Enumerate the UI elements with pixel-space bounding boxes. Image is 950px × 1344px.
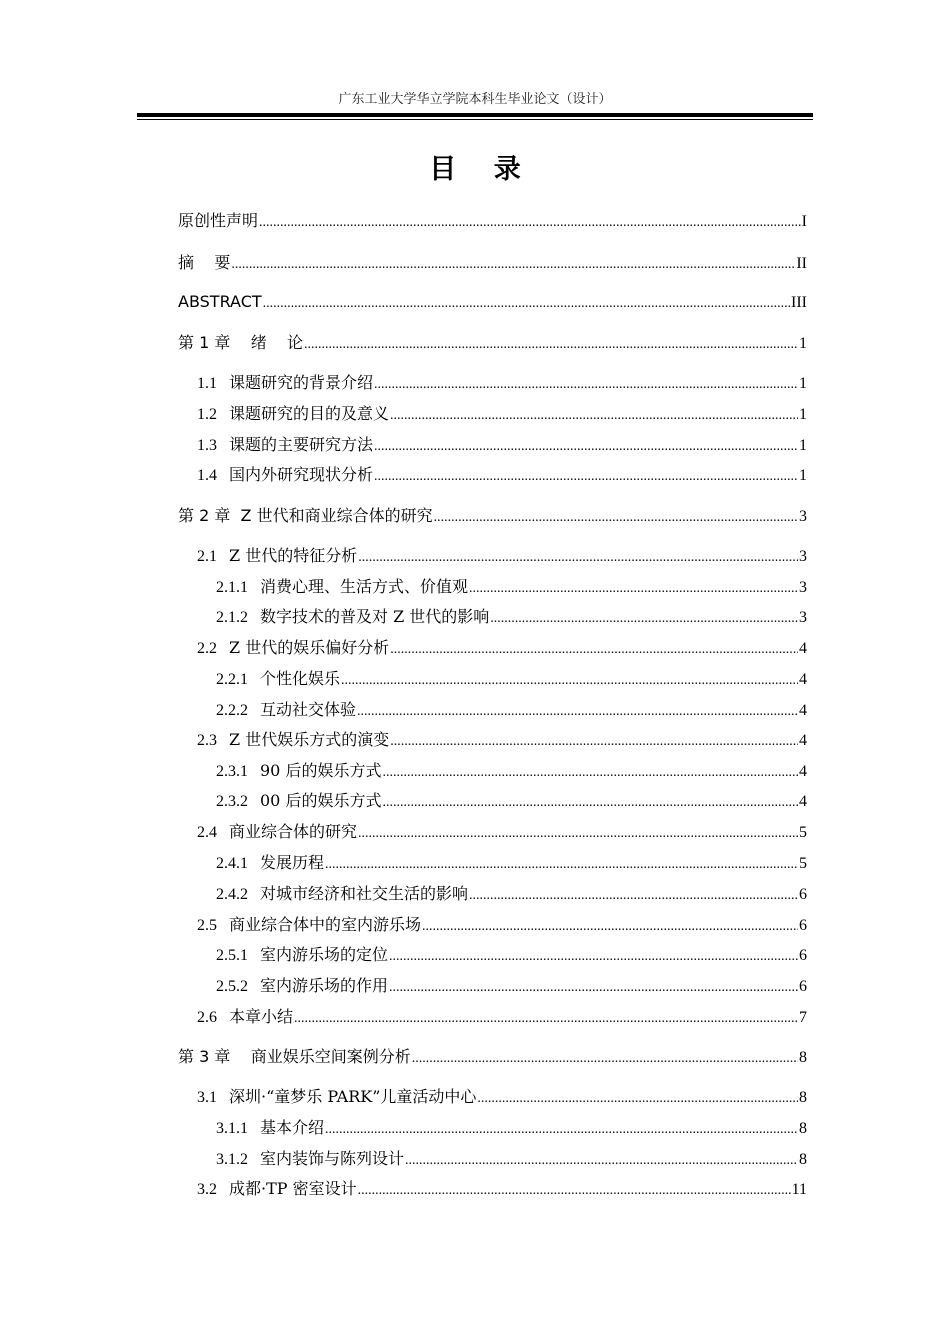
toc-entry-number: 2.3 (197, 732, 217, 749)
toc-entry-text: Z 世代娱乐方式的演变 (229, 730, 390, 749)
toc-entry-text: 摘 要 (178, 253, 231, 272)
toc-page-number: 11 (791, 1181, 807, 1198)
toc-entry-number: 2.1.2 (216, 609, 248, 626)
toc-leader-dots (390, 639, 798, 661)
toc-page-number: 4 (799, 702, 807, 719)
toc-entry-title (197, 464, 373, 487)
toc-entry-text: 数字技术的普及对 Z 世代的影响 (260, 607, 490, 626)
toc-entry-title (216, 576, 468, 599)
toc-entry-number: 1.3 (197, 437, 217, 454)
toc-page-number: 6 (799, 978, 807, 995)
toc-entry[interactable] (178, 1046, 807, 1068)
toc-leader-dots (325, 1119, 798, 1141)
toc-entry[interactable] (216, 606, 807, 628)
toc-entry-number: 3.2 (197, 1181, 217, 1198)
toc-entry-title (197, 821, 357, 844)
toc-entry[interactable] (197, 729, 807, 751)
toc-entry-number: 2.5.2 (216, 978, 248, 995)
toc-leader-dots (382, 762, 798, 784)
toc-leader-dots (434, 507, 798, 529)
toc-entry-number: 2.4.1 (216, 855, 248, 872)
toc-leader-dots (341, 670, 798, 692)
toc-entry-number: 2.4.2 (216, 886, 248, 903)
toc-entry-text: 90 后的娱乐方式 (260, 761, 382, 780)
toc-entry[interactable] (197, 545, 807, 567)
toc-entry-title (178, 210, 258, 232)
toc-page-number: 1 (799, 406, 807, 423)
toc-entry-number: 2.5.1 (216, 947, 248, 964)
toc-entry-text: 个性化娱乐 (260, 669, 341, 688)
toc-entry-number: 3.1.2 (216, 1151, 248, 1168)
toc-entry-text: 课题研究的背景介绍 (229, 373, 374, 392)
toc-leader-dots (389, 946, 798, 968)
toc-leader-dots (374, 466, 798, 488)
toc-entry-title (178, 291, 262, 313)
toc-entry-text: 第 2 章 Z 世代和商业综合体的研究 (178, 506, 433, 525)
toc-entry[interactable] (197, 914, 807, 936)
toc-entry-title (197, 403, 389, 426)
toc-entry-title (216, 944, 388, 967)
toc-entry-title (216, 790, 381, 813)
toc-entry-title (197, 1086, 476, 1109)
toc-entry-title (197, 914, 421, 937)
toc-leader-dots (294, 1008, 798, 1030)
toc-entry-text: 课题研究的目的及意义 (229, 404, 390, 423)
toc-entry-text: 本章小结 (229, 1007, 294, 1026)
toc-entry-title (216, 1117, 324, 1140)
toc-leader-dots (358, 823, 798, 845)
toc-leader-dots (357, 701, 798, 723)
toc-entry[interactable] (216, 852, 807, 874)
toc-entry-text: 商业综合体的研究 (229, 822, 358, 841)
toc-entry-title (197, 545, 357, 568)
toc-entry-number: 1.1 (197, 375, 217, 392)
toc-entry-text: Z 世代的娱乐偏好分析 (229, 638, 390, 657)
toc-entry-text: 互动社交体验 (260, 700, 357, 719)
toc-page-number: 3 (799, 579, 807, 596)
toc-leader-dots (374, 374, 798, 396)
toc-entry[interactable] (216, 1117, 807, 1139)
toc-page-number: 4 (799, 793, 807, 810)
toc-entry-text: 原创性声明 (178, 211, 259, 230)
toc-entry-title (178, 505, 433, 527)
toc-leader-dots (412, 1048, 798, 1070)
toc-entry-title (216, 760, 381, 783)
toc-page-number: 1 (799, 467, 807, 484)
toc-entry[interactable] (216, 975, 807, 997)
toc-entry[interactable] (216, 1148, 807, 1170)
toc-page-number: 5 (799, 855, 807, 872)
toc-leader-dots (390, 405, 798, 427)
toc-entry[interactable] (178, 252, 807, 274)
toc-entry-title (197, 1006, 293, 1029)
toc-entry[interactable] (178, 332, 807, 354)
toc-entry-title (178, 332, 303, 354)
toc-entry[interactable] (216, 883, 807, 905)
toc-page-number: 3 (799, 508, 807, 525)
toc-leader-dots (382, 792, 798, 814)
toc-entry[interactable] (197, 1006, 807, 1028)
toc-entry-text: 课题的主要研究方法 (229, 435, 374, 454)
toc-entry[interactable] (178, 505, 807, 527)
toc-entry-title (216, 606, 489, 629)
toc-entry-text: 商业综合体中的室内游乐场 (229, 915, 422, 934)
toc-entry-text: 成都·TP 密室设计 (229, 1179, 357, 1198)
toc-page-number: 4 (799, 763, 807, 780)
toc-leader-dots (405, 1150, 798, 1172)
toc-entry[interactable] (197, 372, 807, 394)
toc-page-number: 6 (799, 917, 807, 934)
toc-entry-title (178, 1046, 411, 1068)
toc-entry-number: 2.2.1 (216, 671, 248, 688)
toc-entry-text: 发展历程 (260, 853, 325, 872)
toc-entry[interactable] (197, 434, 807, 456)
toc-entry[interactable] (178, 210, 807, 232)
toc-entry[interactable] (178, 291, 807, 313)
toc-page-number: 6 (799, 886, 807, 903)
toc-entry-title (197, 729, 389, 752)
toc-entry-number: 2.5 (197, 917, 217, 934)
toc-entry-text: 对城市经济和社交生活的影响 (260, 884, 469, 903)
toc-leader-dots (325, 854, 798, 876)
toc-entry-title (178, 252, 230, 274)
toc-entry-text: 消费心理、生活方式、价值观 (260, 577, 469, 596)
toc-leader-dots (390, 731, 798, 753)
toc-leader-dots (374, 436, 798, 458)
toc-page-number: 8 (799, 1151, 807, 1168)
toc-entry[interactable] (197, 1086, 807, 1108)
toc-leader-dots (259, 212, 801, 234)
toc-page-number: 1 (799, 335, 807, 352)
toc-entry-title (216, 883, 468, 906)
toc-entry-title (216, 975, 388, 998)
toc-entry-title (216, 852, 324, 875)
toc-entry[interactable] (216, 668, 807, 690)
toc-entry-number: 1.4 (197, 467, 217, 484)
toc-page-number: 1 (799, 437, 807, 454)
toc-entry-title (216, 1148, 404, 1171)
toc-entry-text: 第 3 章 商业娱乐空间案例分析 (178, 1047, 411, 1066)
toc-entry-number: 2.1 (197, 548, 217, 565)
toc-leader-dots (490, 608, 798, 630)
toc-entry[interactable] (216, 790, 807, 812)
toc-entry-text: 00 后的娱乐方式 (260, 791, 382, 810)
toc-leader-dots (469, 885, 798, 907)
toc-title: 目 录 (429, 154, 521, 185)
header-rule-thin (137, 119, 813, 120)
toc-page-number: I (801, 213, 807, 230)
toc-entry-title (197, 1178, 357, 1201)
toc-entry-text: 深圳·“童梦乐 PARK”儿童活动中心 (229, 1087, 477, 1106)
toc-page-number: 6 (799, 947, 807, 964)
toc-page-number: 4 (799, 671, 807, 688)
page-header: 广东工业大学华立学院本科生毕业论文（设计） (338, 92, 612, 107)
toc-entry-text: 基本介绍 (260, 1118, 325, 1137)
toc-entry-number: 2.2.2 (216, 702, 248, 719)
toc-entry-text: 第 1 章 绪 论 (178, 333, 304, 352)
toc-entry-number: 2.4 (197, 824, 217, 841)
toc-entry[interactable] (216, 944, 807, 966)
toc-entry-text: Z 世代的特征分析 (229, 546, 358, 565)
toc-page-number: 4 (799, 640, 807, 657)
toc-entry-title (197, 434, 373, 457)
toc-entry[interactable] (197, 464, 807, 486)
toc-entry[interactable] (197, 403, 807, 425)
toc-entry-number: 3.1 (197, 1089, 217, 1106)
toc-entry[interactable] (197, 821, 807, 843)
toc-page-number: 7 (799, 1009, 807, 1026)
header-rule-thick (137, 113, 813, 117)
toc-page-number: 8 (799, 1120, 807, 1137)
toc-entry-title (216, 699, 356, 722)
toc-entry-title (216, 668, 340, 691)
toc-leader-dots (422, 916, 798, 938)
toc-entry-text: ABSTRACT (178, 292, 262, 311)
toc-entry-number: 1.2 (197, 406, 217, 423)
toc-page-number: 3 (799, 548, 807, 565)
toc-entry-text: 室内装饰与陈列设计 (260, 1149, 405, 1168)
toc-leader-dots (263, 293, 790, 315)
toc-entry-title (197, 637, 389, 660)
toc-entry-text: 室内游乐场的作用 (260, 976, 389, 995)
toc-entry-number: 3.1.1 (216, 1120, 248, 1137)
toc-page-number: II (796, 255, 807, 272)
toc-entry-number: 2.3.2 (216, 793, 248, 810)
toc-entry-text: 国内外研究现状分析 (229, 465, 374, 484)
toc-entry[interactable] (216, 760, 807, 782)
toc-leader-dots (389, 977, 798, 999)
toc-entry-text: 室内游乐场的定位 (260, 945, 389, 964)
toc-entry-number: 2.2 (197, 640, 217, 657)
toc-leader-dots (477, 1088, 798, 1110)
toc-entry-number: 2.1.1 (216, 579, 248, 596)
toc-leader-dots (304, 334, 798, 356)
toc-page-number: 8 (799, 1049, 807, 1066)
toc-page-number: 8 (799, 1089, 807, 1106)
toc-leader-dots (231, 254, 795, 276)
toc-entry-number: 2.6 (197, 1009, 217, 1026)
toc-page-number: 5 (799, 824, 807, 841)
toc-page-number: 3 (799, 609, 807, 626)
toc-entry[interactable] (197, 637, 807, 659)
toc-leader-dots (469, 578, 798, 600)
toc-leader-dots (358, 547, 798, 569)
toc-entry-title (197, 372, 373, 395)
toc-leader-dots (358, 1180, 791, 1202)
toc-entry[interactable] (197, 1178, 807, 1200)
toc-page-number: 4 (799, 732, 807, 749)
toc-entry[interactable] (216, 576, 807, 598)
toc-entry[interactable] (216, 699, 807, 721)
toc-entry-number: 2.3.1 (216, 763, 248, 780)
toc-page-number: 1 (799, 375, 807, 392)
toc-page-number: III (791, 294, 807, 311)
